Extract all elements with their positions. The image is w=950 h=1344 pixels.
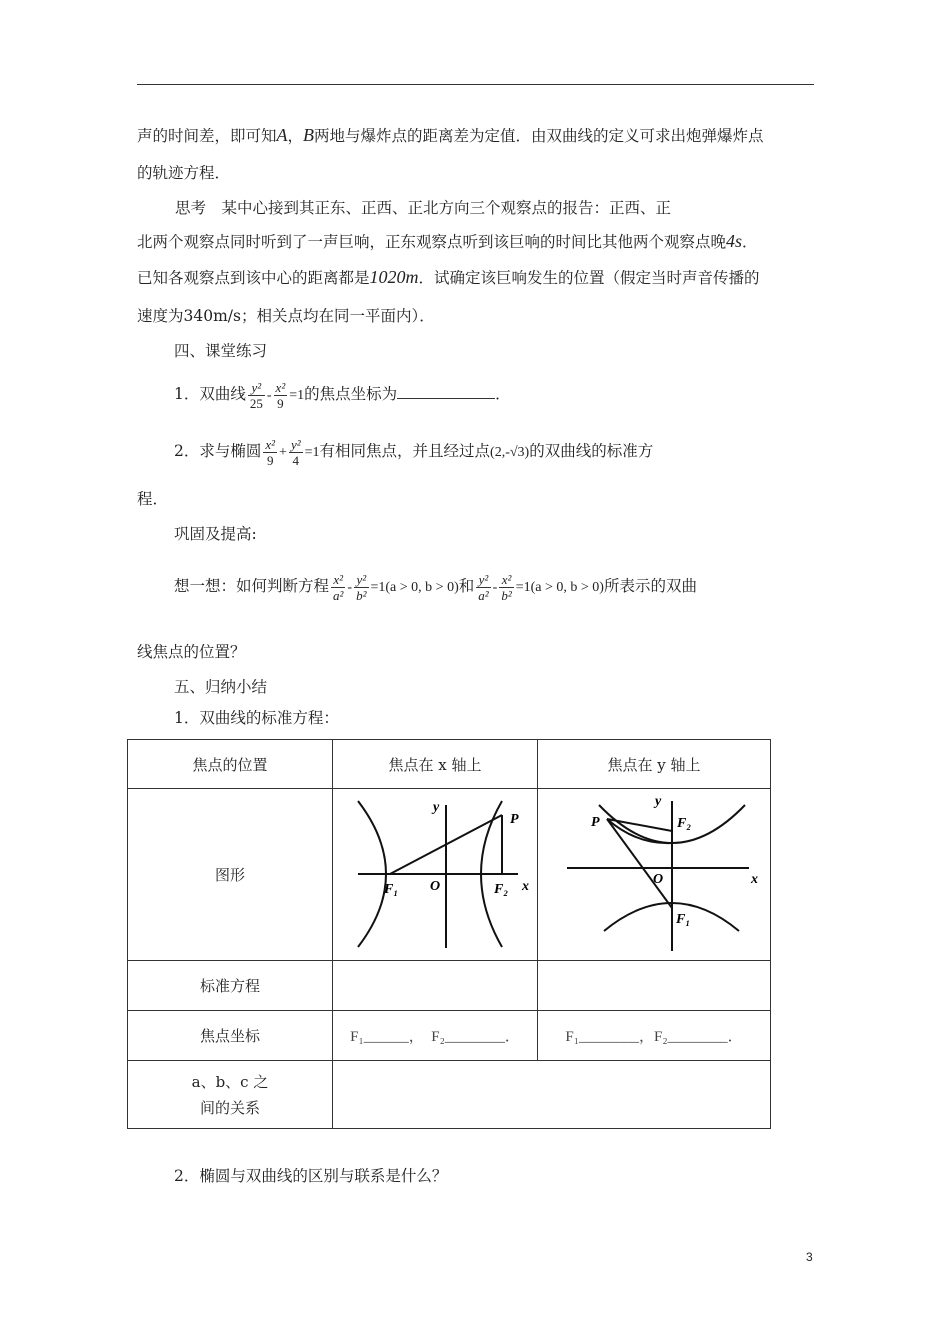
figure-cell-x [333,789,538,961]
section-4-title: 四、课堂练习 [174,342,268,360]
page-number: 3 [806,1250,813,1264]
hyperbola-summary-table [127,739,771,1129]
point-a: A [276,125,288,145]
answer-cell[interactable] [333,961,538,1011]
summary-2: 2．椭圆与双曲线的区别与联系是什么？ [174,1167,448,1185]
exercise-2-cont: 程． [137,490,169,508]
think-2: 想一想：如何判断方程 $\frac{\text{x²}}{\text{a²}}$ - $\frac{\text{y²}}{\text{b²}}$ =1(a > 0, b > 0)和 $\frac{\text{y²}}{\text{a²}}$ - $\frac{\text{x²}}{\text{b²}}$ =1(a > 0, b > 0)所表示的双曲 [174,571,697,603]
text: ， [287,127,304,145]
focus-blanks-y[interactable]: F₁________，F₂________． [538,1011,771,1061]
label-o: O [653,871,664,887]
fraction: $\frac{\text{y²}}{25}$ [249,379,263,411]
distance-value: 1020m [369,267,419,287]
table-row [128,1061,771,1129]
label-x: x [522,878,529,894]
header-cell: 焦点在 y 轴上 [538,740,771,789]
segment-p-f1 [607,819,672,908]
text: ．试确定该巨响发生的位置（假定当时声音传播的 [418,269,760,287]
text: 想一想：如何判断方程 [174,577,330,595]
label-y: y [655,793,662,809]
exercise-1: 1．双曲线 $\frac{\text{y²}}{25}$ - $\frac{\text{x²}}{9}$ =1的焦点坐标为 ． [174,379,511,411]
label-x: x [751,871,758,887]
fraction: $\frac{\text{y²}}{\text{b²}}$ [356,571,367,603]
text: 已知各观察点到该中心的距离都是 [137,269,370,287]
text: 1．双曲线 [174,385,246,403]
fraction: $\frac{\text{x²}}{\text{b²}}$ [501,571,512,603]
label-cell: 焦点坐标 [128,1011,333,1061]
label-cell: 图形 [128,789,333,961]
summary-1: 1．双曲线的标准方程： [174,709,339,727]
label-cell: 标准方程 [128,961,333,1011]
figure-cell-y [538,789,771,961]
answer-cell[interactable] [538,961,771,1011]
fraction: $\frac{\text{y²}}{\text{a²}}$ [478,571,489,603]
table-row [128,1011,771,1061]
answer-blank[interactable] [397,398,495,399]
fraction: $\frac{\text{y²}}{4}$ [290,436,301,468]
think-line-2 [137,230,814,253]
label-f1: F₁ [676,911,691,927]
fraction: $\frac{\text{x²}}{\text{a²}}$ [333,571,344,603]
consolidate-title: 巩固及提高: [174,525,257,543]
text: 所表示的双曲 [603,577,697,595]
text: ． [742,233,758,251]
focus-blanks-x[interactable]: F₁______， F₂________． [333,1011,538,1061]
hyperbola-y-axis-figure [549,793,759,953]
label-y: y [433,799,440,815]
text: 的焦点坐标为 [304,385,398,403]
point-b: B [303,125,315,145]
header-cell: 焦点的位置 [128,740,333,789]
label-f1: F₁ [384,881,399,897]
section-5-title: 五、归纳小结 [174,678,268,696]
time-value: 4s [726,231,743,251]
text: 的双曲线的标准方 [529,442,654,460]
text: 2．求与椭圆 [174,442,262,460]
label-line: a、b、c 之 [191,1072,269,1091]
label-f2: F₂ [494,881,509,897]
text: 和 [458,577,475,595]
think-2-cont: 线焦点的位置？ [137,643,246,661]
label-o: O [430,878,441,894]
label-line: 间的关系 [199,1098,260,1117]
table-row [128,789,771,961]
hyperbola-x-axis-figure [340,793,530,953]
point: (2,-√3) [490,445,530,460]
think-line-4: 速度为340m/s；相关点均在同一平面内）． [137,307,435,325]
text: 有相同焦点，并且经过点 [319,442,491,460]
label-p: P [510,811,519,827]
text: 北两个观察点同时听到了一声巨响，正东观察点听到该巨响的时间比其他两个观察点晚 [137,233,727,251]
para-explosion-1 [137,124,814,147]
header-rule [137,84,814,85]
para-explosion-2: 的轨迹方程． [137,164,231,182]
text: 声的时间差，即可知 [137,127,277,145]
label-f2: F₂ [677,815,692,831]
fraction: $\frac{\text{x²}}{9}$ [275,379,286,411]
table-row [128,740,771,789]
think-line-3 [137,266,814,289]
think-line-1: 思考 某中心接到其正东、正西、正北方向三个观察点的报告：正西、正 [175,199,672,217]
text: 两地与爆炸点的距离差为定值．由双曲线的定义可求出炮弹爆炸点 [314,127,764,145]
exercise-2: 2．求与椭圆 $\frac{\text{x²}}{9}$ + $\frac{\text{y²}}{4}$ =1有相同焦点，并且经过点(2,-√3)的双曲线的标准方 [174,436,654,468]
label-p: P [591,814,600,830]
answer-cell[interactable] [333,1061,771,1129]
header-cell: 焦点在 x 轴上 [333,740,538,789]
label-cell [128,1061,333,1129]
fraction: $\frac{\text{x²}}{9}$ [265,436,276,468]
table-row [128,961,771,1011]
